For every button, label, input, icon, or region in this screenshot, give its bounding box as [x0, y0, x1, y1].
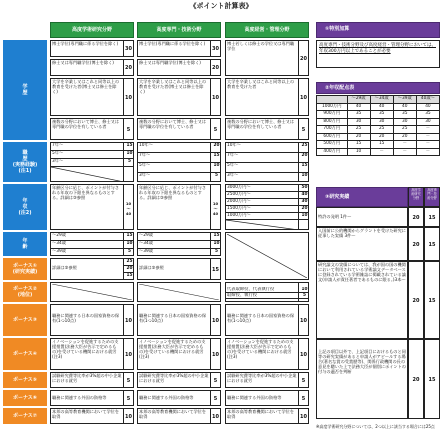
salary-cell: 40	[393, 103, 416, 111]
technical-career-5-pts: 10	[211, 163, 221, 173]
technical-career-table	[137, 142, 211, 182]
management-career-5-pts: 15	[299, 163, 309, 173]
technical-multi-points: 5	[210, 118, 221, 140]
technical-bonus6-points: 5	[210, 390, 221, 406]
technical-career-5: 5年～	[138, 163, 211, 173]
management-degree-points: 20	[298, 40, 309, 76]
salary-cell: 40	[416, 103, 439, 111]
salary-cell: －	[393, 148, 416, 156]
academic-career-7: 7年～	[51, 143, 124, 151]
management-income-table	[225, 184, 299, 230]
management-career-10-pts: 25	[299, 143, 309, 153]
management-bonus4-text: イノベーションを促進するための支援措置(法務大臣が告示で定めるもの)を受けている機関における就労(注3)	[225, 338, 299, 370]
academic-bachelor-points: 10	[123, 78, 134, 116]
salary-row-label: 700万円	[317, 126, 348, 134]
salary-cell: －	[393, 141, 416, 149]
management-career-5: 5年～	[226, 163, 299, 173]
technical-doctor-label: 博士学位(専門職に係る学位を除く)	[137, 40, 211, 57]
technical-age-points	[210, 232, 221, 256]
salary-cell: 35	[416, 111, 439, 119]
management-income-points	[298, 184, 309, 230]
academic-age-points	[123, 232, 134, 256]
academic-career-5: 5年～	[51, 151, 124, 159]
academic-age-39: ～39歳	[52, 249, 67, 254]
research-row-papers-a: 20	[408, 261, 424, 339]
header-management: 高度経営・管理分野	[225, 22, 309, 38]
category-income: 年 収 (注2)	[3, 184, 47, 230]
academic-age-29: ～29歳	[51, 233, 124, 241]
salary-row-label: 1000万円	[317, 103, 348, 111]
academic-bonus6-text: 職務に関連する外国の資格等	[50, 390, 124, 406]
research-row-grant-t: 15	[424, 227, 440, 261]
technical-career-points	[210, 142, 221, 182]
technical-bachelor-label: 大学を卒業し又はこれと同等以上の教育を受けた者(博士又は修士を除く)	[137, 78, 211, 116]
salary-cell: 35	[347, 111, 370, 119]
research-footnote: ※高度学術研究分野については、2つ以上に該当する場合には25点	[316, 424, 435, 429]
technical-master-points: 20	[210, 59, 221, 76]
academic-career-table	[50, 142, 124, 182]
academic-age-34-pts: 10	[124, 241, 134, 249]
research-row-patent-t: 15	[424, 207, 440, 227]
salary-cell: 15	[347, 141, 370, 149]
research-row-papers: 研究論文の実績については、我が国の国の機関において利用されている学術論文データベースに登録されている学術雑誌に掲載されている論文(申請人が責任著者であるものに限る。)3本～	[316, 261, 408, 339]
page-title: 《ポイント計算表》	[189, 2, 253, 10]
salary-table-header: ②年収配点表	[316, 82, 440, 94]
salary-row-label: 900万円	[317, 111, 348, 119]
management-income-1000-pts: 10	[299, 213, 309, 220]
management-bonus4-points: 10	[298, 338, 309, 370]
technical-bonus3-text: 職務に関連する日本の国家資格の保有(1つ10点)	[137, 304, 211, 336]
management-multi-label: 複数の分野において博士、修士又は専門職の学位を有している者	[225, 118, 299, 140]
academic-bonus1-text: 詳細は③参照	[50, 258, 124, 280]
academic-career-3-pts: 5	[124, 159, 134, 167]
management-age-bonus1-blank	[225, 232, 309, 280]
salary-cell: 30	[416, 118, 439, 126]
academic-age-39-pts: 5	[128, 249, 131, 254]
management-income-2500-pts: 40	[299, 192, 309, 199]
academic-multi-points: 5	[123, 118, 134, 140]
technical-career-3: 3年～	[139, 173, 151, 178]
salary-cell: －	[416, 133, 439, 141]
special-requirement-text: 高度専門・技術分野及び高度経営・管理分野においては、年収300万円以上であることが必要	[319, 43, 436, 54]
academic-bonus4-text: イノベーションを促進するための支援措置(法務大臣が告示で定めるもの)を受けている機関における就労(注3)	[50, 338, 124, 370]
research-row-other-t: 15	[424, 339, 440, 419]
salary-cell: 10	[347, 148, 370, 156]
management-bonus3-text: 職務に関連する日本の国家資格の保有(1つ10点)	[225, 304, 299, 336]
technical-age-34: ～34歳	[138, 241, 211, 249]
academic-bonus5-points: 5	[123, 372, 134, 388]
salary-cell: 25	[347, 126, 370, 134]
management-career-7: 7年～	[226, 153, 299, 163]
management-career-7-pts: 20	[299, 153, 309, 163]
academic-bonus6-points: 5	[123, 390, 134, 406]
salary-age-39: ～39歳	[393, 96, 416, 104]
technical-bonus5-points: 5	[210, 372, 221, 388]
technical-doctor-points: 30	[210, 40, 221, 57]
salary-age-29: ～29歳	[347, 96, 370, 104]
academic-bonus7-points: 10	[123, 408, 134, 424]
management-bonus6-text: 職務に関連する外国の資格等	[225, 390, 299, 406]
salary-row-label: 600万円	[317, 133, 348, 141]
management-income-1000: 1000万円～	[226, 213, 299, 220]
academic-income-text: 年齢区分に応じ、ポイントが付与される年収の下限を異なるものとする。詳細は③参照	[50, 184, 124, 230]
management-bonus2-10: 10	[299, 287, 309, 293]
management-career-points	[298, 142, 309, 182]
management-degree-label: 博士若しくは修士の学位又は専門職学位	[225, 40, 299, 76]
technical-age-29: ～29歳	[138, 233, 211, 241]
category-academic-background: 学 歴	[3, 40, 47, 140]
academic-bonus3-points: 10	[123, 304, 134, 336]
salary-age-40: 40歳～	[416, 96, 439, 104]
academic-bonus4-points: 10	[123, 338, 134, 370]
technical-bonus6-text: 職務に関連する外国の資格等	[137, 390, 211, 406]
technical-career-3-pts: 5	[215, 173, 218, 178]
research-col-academic: 高度学術研究分野	[408, 187, 424, 207]
salary-table	[316, 95, 440, 156]
academic-bonus1-points	[123, 258, 134, 280]
academic-bonus5-text: 試験研究費等比率が3%超の中小企業における就労	[50, 372, 124, 388]
management-income-2000-pts: 30	[299, 199, 309, 206]
technical-bonus7-text: 本邦の高等教育機関において学位を取得	[137, 408, 211, 424]
header-technical: 高度専門・技術分野	[137, 22, 221, 38]
category-bonus4: ボーナス④	[3, 338, 47, 370]
technical-career-10: 10年～	[138, 143, 211, 153]
technical-bonus1-points: 15	[210, 258, 221, 280]
technical-bachelor-points: 10	[210, 78, 221, 116]
salary-row-label: 500万円	[317, 141, 348, 149]
salary-cell: 30	[393, 118, 416, 126]
management-bonus2-table	[225, 282, 299, 302]
category-bonus7: ボーナス⑦	[3, 408, 47, 424]
academic-age-29-pts: 15	[124, 233, 134, 241]
technical-age-39-pts: 5	[215, 249, 218, 254]
research-row-patent-a: 20	[408, 207, 424, 227]
academic-income-points: 10～40	[123, 184, 134, 230]
research-row-grant-a: 20	[408, 227, 424, 261]
management-income-3000: 3000万円～	[226, 185, 299, 192]
salary-cell: 25	[370, 126, 393, 134]
technical-career-7: 7年～	[138, 153, 211, 163]
research-row-other-a: 20	[408, 339, 424, 419]
salary-cell: 30	[347, 118, 370, 126]
salary-cell: 20	[347, 133, 370, 141]
management-bonus5-points: 5	[298, 372, 309, 388]
academic-master-points: 20	[123, 59, 134, 76]
technical-age-table	[137, 232, 211, 256]
academic-career-blank	[51, 167, 124, 182]
management-bonus7-points: 10	[298, 408, 309, 424]
academic-career-5-pts: 10	[124, 151, 134, 159]
academic-bonus3-text: 職務に関連する日本の国家資格の保有(1つ10点)	[50, 304, 124, 336]
technical-income-points: 10～40	[210, 184, 221, 230]
research-row-papers-t: 15	[424, 261, 440, 339]
research-row-grant: 入国前に公的機関からグラントを受けた研究に従事した実績 3件～	[316, 227, 408, 261]
technical-career-10-pts: 20	[211, 143, 221, 153]
technical-age-39: ～39歳	[139, 249, 154, 254]
technical-bonus4-points: 10	[210, 338, 221, 370]
category-bonus2: ボーナス② (地位)	[3, 282, 47, 302]
management-income-2000: 2000万円～	[226, 199, 299, 206]
category-career: 職 歴 (実務経験) (注1)	[3, 142, 47, 182]
salary-cell: 35	[393, 111, 416, 119]
academic-bonus2-blank	[50, 282, 134, 302]
management-career-3-pts: 10	[301, 173, 308, 178]
salary-cell: 40	[370, 103, 393, 111]
technical-career-7-pts: 15	[211, 153, 221, 163]
management-multi-points: 5	[298, 118, 309, 140]
category-bonus6: ボーナス⑥	[3, 390, 47, 406]
academic-doctor-points: 30	[123, 40, 134, 57]
management-career-10: 10年～	[226, 143, 299, 153]
management-income-blank	[226, 220, 299, 230]
technical-bonus3-points: 10	[210, 304, 221, 336]
management-bachelor-label: 大学を卒業し又はこれと同等以上の教育を受けた者	[225, 78, 299, 116]
management-bonus2-5: 5	[299, 293, 309, 299]
academic-bonus7-text: 本邦の高等教育機関において学位を取得	[50, 408, 124, 424]
salary-cell: 35	[370, 111, 393, 119]
category-bonus1: ボーナス① (研究実績)	[3, 258, 47, 280]
management-career-table	[225, 142, 299, 182]
salary-cell: 20	[370, 133, 393, 141]
management-bonus3-points: 10	[298, 304, 309, 336]
technical-age-29-pts: 15	[211, 233, 221, 241]
category-bonus3: ボーナス③	[3, 304, 47, 336]
salary-cell: 15	[370, 141, 393, 149]
header-academic: 高度学術研究分野	[50, 22, 134, 38]
academic-bachelor-label: 大学を卒業し又はこれと同等以上の教育を受けた者(博士又は修士を除く)	[50, 78, 124, 116]
management-bonus2-points	[298, 282, 309, 302]
academic-career-7-pts: 15	[124, 143, 134, 151]
salary-cell: －	[416, 141, 439, 149]
technical-bonus1-text: 詳細は③参照	[137, 258, 211, 280]
salary-cell: 25	[393, 126, 416, 134]
salary-cell: 20	[393, 133, 416, 141]
technical-bonus4-text: イノベーションを促進するための支援措置(法務大臣が告示で定めるもの)を受けている機関における就労(注3)	[137, 338, 211, 370]
technical-age-34-pts: 10	[211, 241, 221, 249]
technical-master-label: 修士又は専門職学位(博士を除く)	[137, 59, 211, 76]
header-special: ①特別加算	[316, 22, 440, 38]
management-income-3000-pts: 50	[299, 185, 309, 192]
management-bachelor-points: 10	[298, 78, 309, 116]
management-bonus7-text: 本邦の高等教育機関において学位を取得	[225, 408, 299, 424]
salary-age-34: ～34歳	[370, 96, 393, 104]
research-header: ③研究実績	[316, 187, 408, 207]
management-income-1500: 1500万円～	[226, 206, 299, 213]
management-bonus5-text: 試験研究費等比率が3%超の中小企業における就労	[225, 372, 299, 388]
research-col-technical: 高度専門・技術分野	[424, 187, 440, 207]
management-career-3: 3年～	[227, 173, 239, 178]
technical-bonus5-text: 試験研究費等比率が3%超の中小企業における就労	[137, 372, 211, 388]
research-row-patent: 特許の発明 1件～	[316, 207, 408, 227]
technical-income-text: 年齢区分に応じ、ポイントが付与される年収の下限を異なるものとする。詳細は③参照	[137, 184, 211, 230]
management-bonus2-representative: 代表取締役、代表執行役	[226, 287, 299, 293]
salary-cell: －	[416, 126, 439, 134]
salary-cell: －	[370, 148, 393, 156]
category-age: 年 齢	[3, 232, 47, 256]
academic-age-table	[50, 232, 124, 256]
technical-multi-label: 複数の分野において博士、修士又は専門職の学位を有している者	[137, 118, 211, 140]
salary-row-label: 400万円	[317, 148, 348, 156]
salary-cell: 40	[347, 103, 370, 111]
technical-bonus7-points: 10	[210, 408, 221, 424]
academic-doctor-label: 博士学位(専門職に係る学位を除く)	[50, 40, 124, 57]
salary-cell: 30	[370, 118, 393, 126]
management-income-2500: 2500万円～	[226, 192, 299, 199]
academic-bonus1-25: 25	[124, 259, 134, 266]
category-bonus5: ボーナス⑤	[3, 372, 47, 388]
academic-multi-label: 複数の分野において博士、修士又は専門職の学位を有している者	[50, 118, 124, 140]
salary-row-label: 800万円	[317, 118, 348, 126]
salary-cell: －	[416, 148, 439, 156]
academic-bonus1-20: 20	[124, 266, 134, 273]
technical-bonus2-blank	[137, 282, 221, 302]
management-income-1500-pts: 20	[299, 206, 309, 213]
academic-master-label: 修士又は専門職学位(博士を除く)	[50, 59, 124, 76]
management-bonus2-director: 取締役、執行役	[226, 293, 299, 299]
research-row-other: 上記の項目以外で、上記項目におけるものと同等の研究実績があると申請人がアピールする場合(著名な賞の受賞歴等)、関係行政機関の長の意見を聴いた上で法務大臣が個別にポイントの付与の適否を判断	[316, 339, 408, 419]
academic-career-3: 3年～	[51, 159, 124, 167]
academic-age-34: ～34歳	[51, 241, 124, 249]
academic-career-points	[123, 142, 134, 182]
special-requirement	[316, 40, 440, 68]
academic-bonus1-15: 15	[126, 273, 133, 278]
management-bonus6-points: 5	[298, 390, 309, 406]
